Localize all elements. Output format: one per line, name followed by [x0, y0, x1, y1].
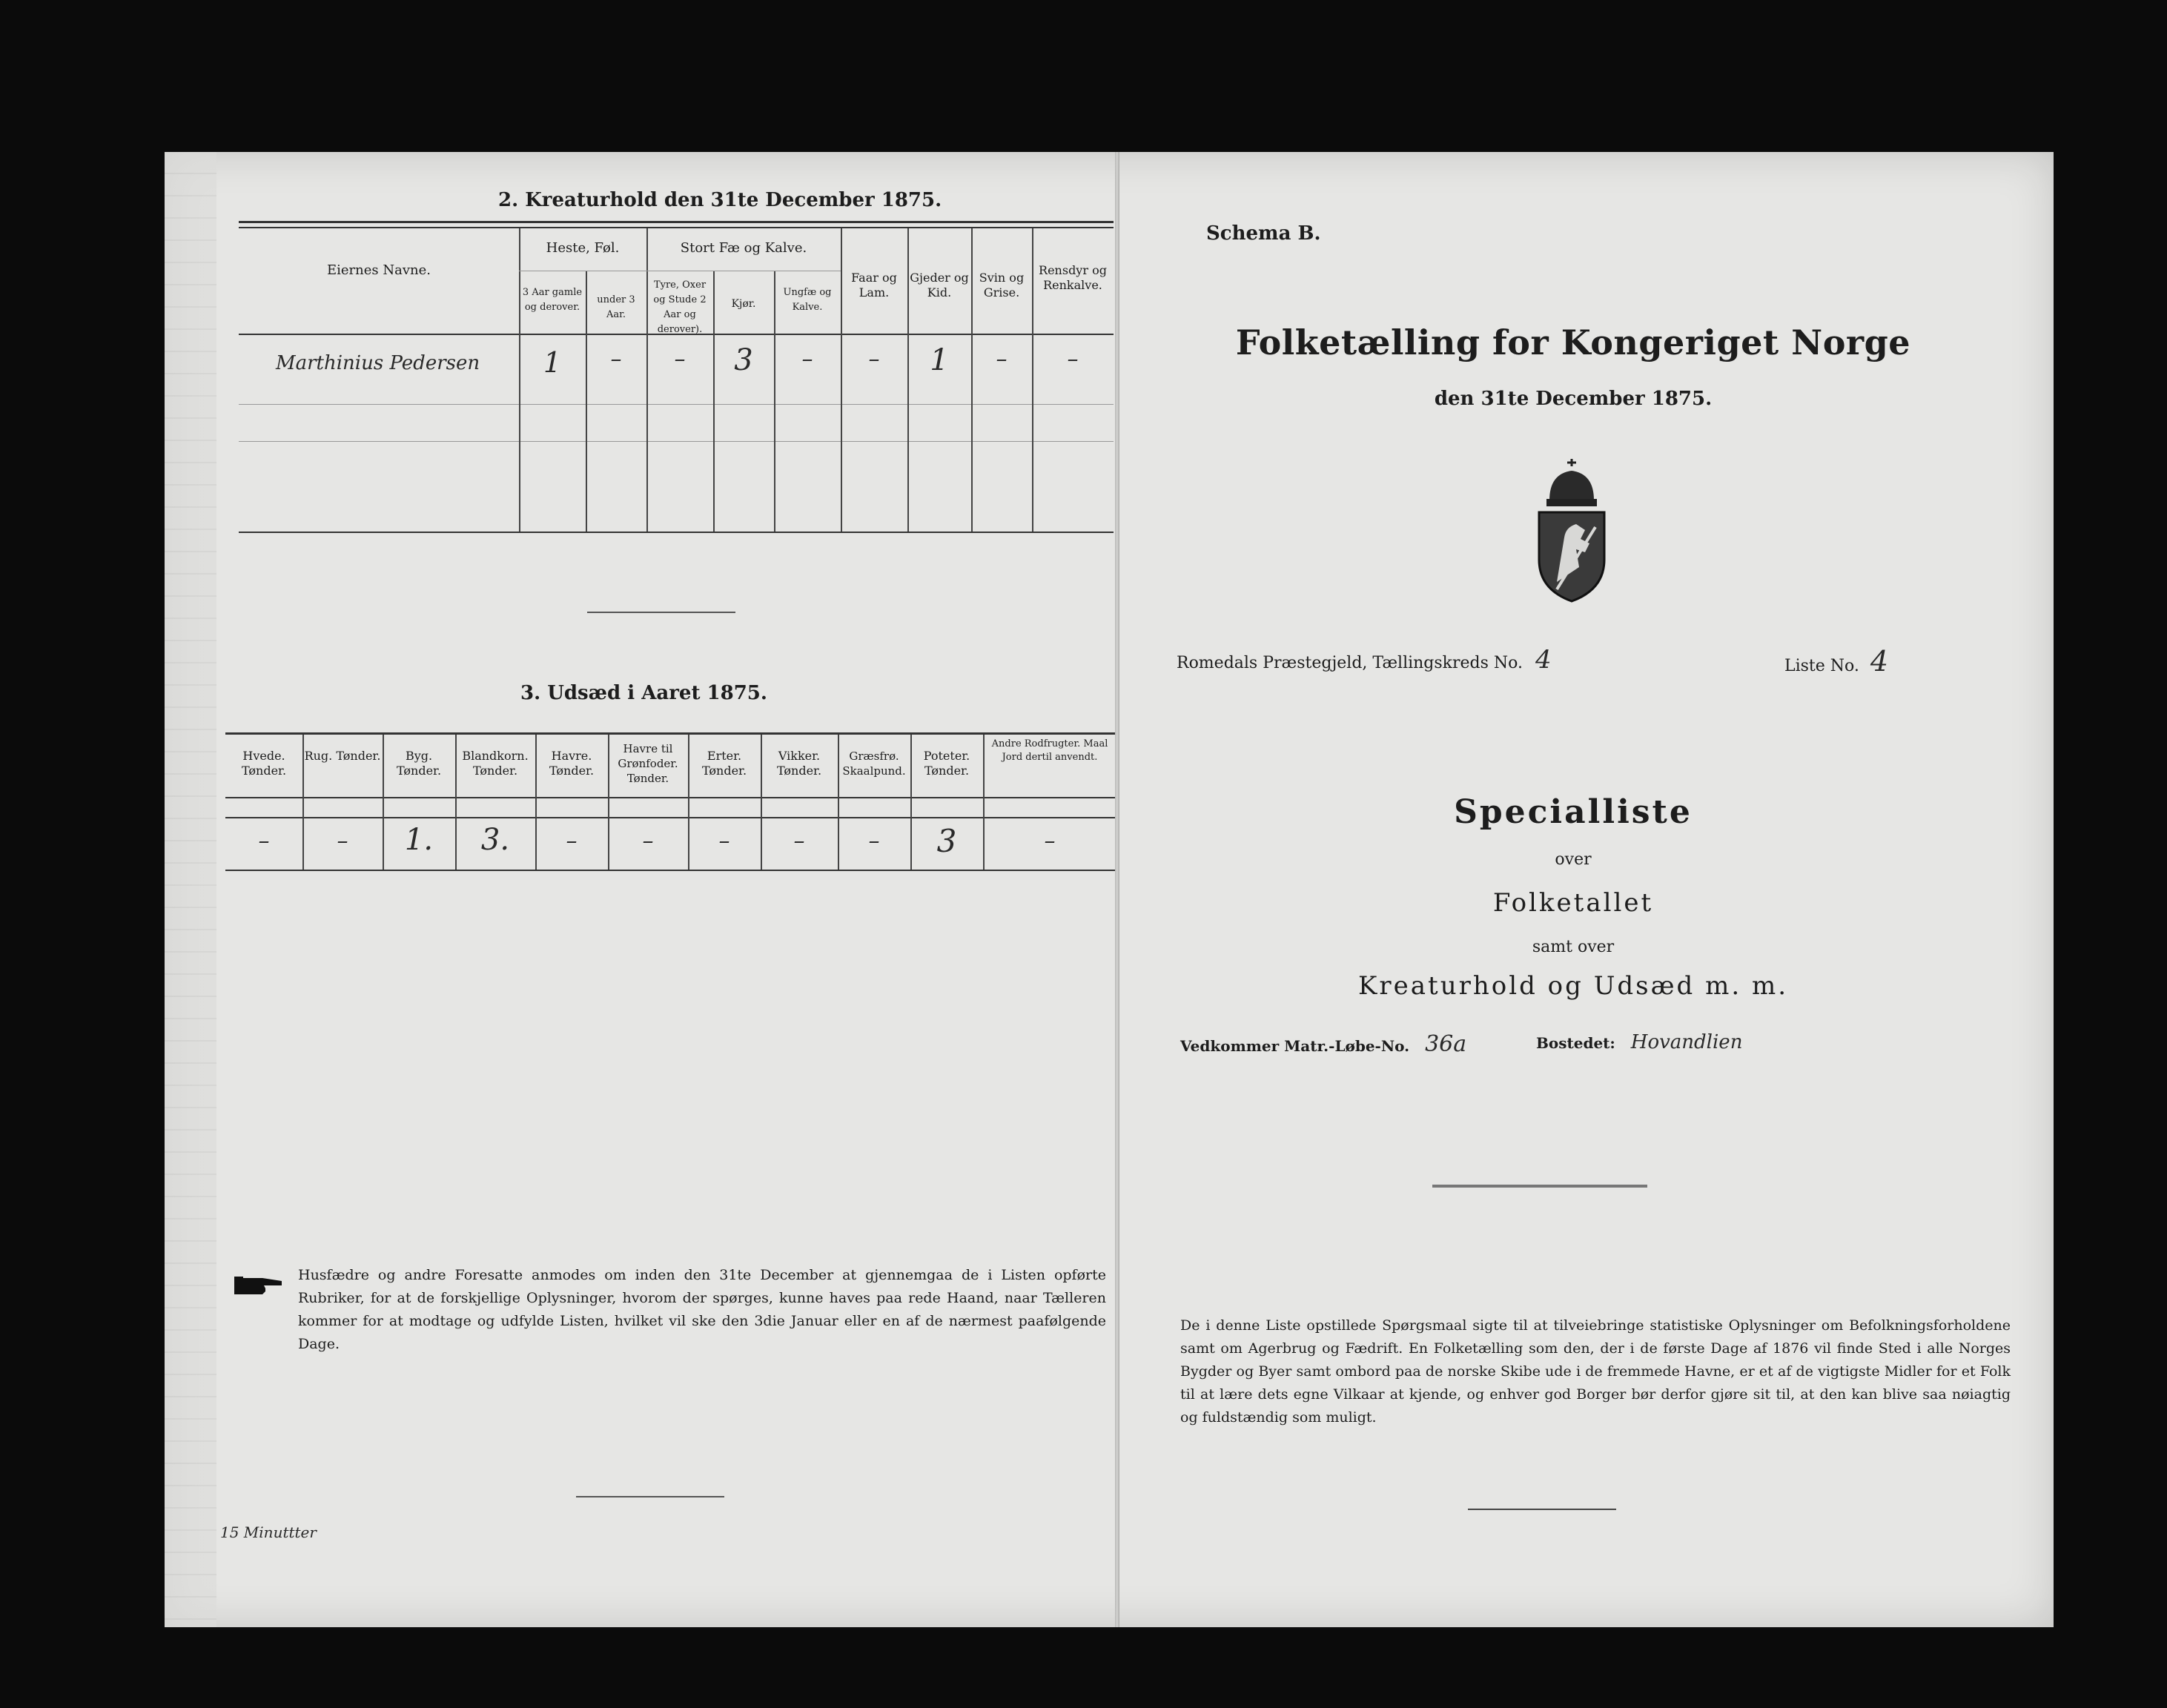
list-line — [1784, 645, 1888, 678]
notice-text: Husfædre og andre Foresatte anmodes om inden den 31te December at gjennemgaa de i Listen opførte Rubriker, for at de forskjellige Oplysninger, hvorom der spørges, kunne haves paa rede Haand, naar Tælleren kommer for at modtage og udfylde Listen, hvilket vil ske den 3die Januar eller en af de nærmest paafølgende Dage. — [298, 1267, 1106, 1352]
col-header: 3 Aar gamle og derover. — [522, 287, 583, 313]
parish-number: 4 — [1535, 645, 1552, 675]
seed-value: 3 — [936, 823, 957, 859]
main-title: Folketælling for Kongeriget Norge — [1235, 322, 1911, 363]
section3-title: 3. Udsæd i Aaret 1875. — [520, 682, 767, 704]
matr-line — [1180, 1031, 1466, 1057]
folketallet-heading: Folketallet — [1492, 888, 1654, 918]
seed-header: Byg. Tønder. — [396, 749, 442, 778]
col-header: Ungfæ og Kalve. — [783, 287, 832, 313]
matr-label: Vedkommer Matr.-Løbe-No. — [1180, 1037, 1410, 1055]
list-label: Liste No. — [1784, 657, 1859, 675]
section2-title: 2. Kreaturhold den 31te December 1875. — [498, 189, 942, 211]
separator — [576, 1496, 724, 1497]
seed-value: – — [642, 828, 654, 854]
table-rule — [239, 532, 1114, 533]
margin-note: 15 Minuttter — [220, 1523, 317, 1541]
seed-value: – — [566, 828, 578, 854]
seed-header: Havre. Tønder. — [549, 749, 595, 778]
census-date: den 31te December 1875. — [1434, 388, 1713, 410]
cell-value: – — [868, 346, 880, 372]
specialliste-heading: Specialliste — [1454, 793, 1693, 831]
seed-header: Græsfrø. Skaalpund. — [842, 749, 906, 778]
seed-value: 1. — [404, 823, 434, 857]
schema-label: Schema B. — [1206, 222, 1321, 245]
seed-value: – — [258, 828, 270, 854]
matr-value: 36a — [1425, 1031, 1467, 1057]
owner-header: Eiernes Navne. — [327, 262, 431, 278]
left-margin-strip — [165, 152, 216, 1627]
parish-line — [1177, 645, 1552, 675]
cell-value: 1 — [930, 343, 949, 377]
table-rule — [225, 817, 1115, 818]
cell-value: 1 — [543, 346, 562, 379]
pointing-hand-icon — [233, 1269, 285, 1299]
col-header: Faar og Lam. — [851, 271, 897, 299]
seed-value: – — [718, 828, 730, 854]
cell-value: 3 — [734, 343, 753, 377]
list-number: 4 — [1870, 645, 1889, 678]
kreaturhold-heading: Kreaturhold og Udsæd m. m. — [1357, 971, 1788, 1001]
column-divider — [519, 228, 520, 532]
seed-value: 3. — [480, 823, 510, 857]
bosted-value: Hovandlien — [1630, 1031, 1743, 1053]
table-rule — [225, 797, 1115, 798]
cell-value: – — [674, 346, 686, 372]
bosted-line — [1536, 1031, 1742, 1053]
norway-coat-of-arms-icon — [1527, 456, 1616, 604]
table-rule — [239, 221, 1114, 223]
cell-value: – — [1067, 346, 1079, 372]
column-divider — [646, 228, 648, 532]
seed-header: Vikker. Tønder. — [776, 749, 822, 778]
seed-header: Erter. Tønder. — [701, 749, 747, 778]
seed-header: Havre til Grønfoder. Tønder. — [618, 742, 678, 785]
cell-value: – — [801, 346, 813, 372]
cell-value: – — [996, 346, 1008, 372]
separator — [1468, 1509, 1616, 1510]
cattle-header: Stort Fæ og Kalve. — [680, 240, 807, 256]
census-sheet — [165, 152, 2054, 1627]
seed-value: – — [337, 828, 348, 854]
col-header: Kjør. — [731, 298, 756, 310]
seed-value: – — [1044, 828, 1056, 854]
separator — [587, 612, 735, 613]
seed-value: – — [868, 828, 880, 854]
seed-header: Hvede. Tønder. — [241, 749, 287, 778]
cell-value: – — [610, 346, 622, 372]
table-rule — [239, 227, 1114, 228]
seed-value: – — [793, 828, 805, 854]
owner-name: Marthinius Pedersen — [276, 352, 480, 374]
page-fold — [1115, 152, 1119, 1627]
col-header: Tyre, Oxer og Stude 2 Aar og derover). — [653, 279, 707, 335]
information-paragraph: De i denne Liste opstillede Spørgsmaal sigte til at tilveiebringe statistiske Oplysninger om Befolkningsforholdene samt om Agerbrug og Fædrift. En Folketælling som den, der i de første Dage af 1876 vil finde Sted i alle Norges Bygder og Byer samt ombord paa de norske Skibe ude i de fremmede Havne, er et af de vigtigste Midler for et Folk til at lære dets egne Vilkaar at kjende, og enhver god Borger bør derfor gjøre sit til, at den kan blive saa nøiagtig og fuldstændig som muligt. — [1180, 1317, 2011, 1426]
bosted-label: Bostedet: — [1536, 1034, 1615, 1052]
over-text: over — [1555, 850, 1592, 869]
col-header: Gjeder og Kid. — [910, 271, 969, 299]
col-header: Svin og Grise. — [979, 271, 1025, 299]
seed-header: Rug. Tønder. — [304, 749, 381, 763]
table-rule — [225, 870, 1115, 871]
col-header: Rensdyr og Renkalve. — [1039, 263, 1107, 292]
samt-over-text: samt over — [1532, 938, 1615, 956]
col-header: under 3 Aar. — [597, 294, 635, 320]
horses-header: Heste, Føl. — [546, 240, 620, 256]
table-rule — [239, 404, 1114, 405]
seed-header: Andre Rodfrugter. Maal Jord dertil anvendt. — [991, 738, 1108, 763]
separator — [1432, 1185, 1647, 1188]
parish-label: Romedals Præstegjeld, Tællingskreds No. — [1177, 654, 1523, 672]
seed-header: Blandkorn. Tønder. — [462, 749, 529, 778]
seed-header: Poteter. Tønder. — [923, 749, 970, 778]
table-rule — [225, 732, 1115, 735]
table-rule — [239, 441, 1114, 442]
